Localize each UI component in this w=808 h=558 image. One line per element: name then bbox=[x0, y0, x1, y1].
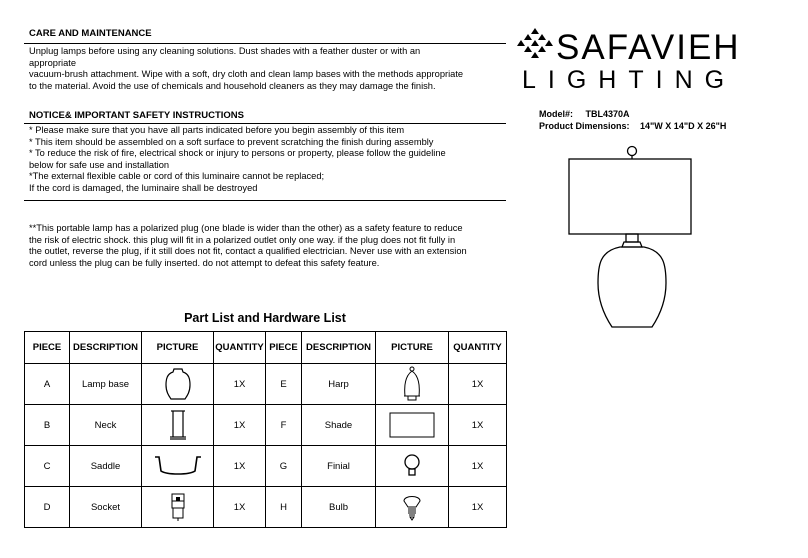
text-line: *The external flexible cable or cord of this luminaire cannot be replaced; bbox=[29, 171, 325, 182]
piece-cell: B bbox=[25, 405, 70, 446]
piece-cell: A bbox=[25, 364, 70, 405]
divider bbox=[24, 123, 506, 124]
dimensions-label: Product Dimensions: bbox=[539, 121, 630, 131]
text-line: cord unless the plug can be fully inserted. do not attempt to defeat this safety feature. bbox=[29, 257, 380, 268]
lamp-illustration-icon bbox=[560, 143, 710, 333]
description-cell: Shade bbox=[302, 405, 376, 446]
description-cell: Finial bbox=[302, 446, 376, 487]
text-line: appropriate bbox=[29, 57, 77, 68]
brand-sub: LIGHTING bbox=[522, 66, 737, 94]
col-header-quantity: QUANTITY bbox=[449, 332, 507, 364]
safety-heading: NOTICE& IMPORTANT SAFETY INSTRUCTIONS bbox=[29, 110, 244, 121]
dimensions-line bbox=[539, 121, 726, 131]
description-cell: Saddle bbox=[70, 446, 142, 487]
quantity-cell: 1X bbox=[449, 405, 507, 446]
text-line: vacuum-brush attachment. Wipe with a soft, dry cloth and clean lamp bases with the methods appropriate bbox=[29, 69, 464, 80]
text-line: below for safe use and installation bbox=[29, 159, 170, 170]
table-row bbox=[25, 364, 507, 405]
text-line: Unplug lamps before using any cleaning solutions. Dust shades with a feather duster or with an bbox=[29, 46, 421, 56]
description-cell: Bulb bbox=[302, 487, 376, 528]
shade-icon bbox=[389, 412, 435, 438]
piece-cell: G bbox=[266, 446, 302, 487]
plug-notice-text bbox=[29, 223, 509, 269]
quantity-cell: 1X bbox=[214, 446, 266, 487]
model-label: Model#: bbox=[539, 109, 574, 119]
picture-cell bbox=[142, 364, 214, 405]
lamp-base-icon bbox=[163, 367, 193, 401]
description-cell: Lamp base bbox=[70, 364, 142, 405]
picture-cell bbox=[142, 487, 214, 528]
piece-cell: C bbox=[25, 446, 70, 487]
text-line: If the cord is damaged, the luminaire shall be destroyed bbox=[29, 182, 258, 193]
care-text bbox=[29, 46, 509, 92]
col-header-picture: PICTURE bbox=[142, 332, 214, 364]
piece-cell: F bbox=[266, 405, 302, 446]
col-header-piece: PIECE bbox=[266, 332, 302, 364]
model-number: TBL4370A bbox=[585, 109, 630, 119]
bulb-icon bbox=[401, 491, 423, 523]
picture-cell bbox=[376, 446, 449, 487]
divider bbox=[24, 43, 506, 44]
description-cell: Neck bbox=[70, 405, 142, 446]
text-line: * Please make sure that you have all parts indicated before you begin assembly of this item bbox=[29, 125, 405, 135]
picture-cell bbox=[142, 446, 214, 487]
table-row bbox=[25, 405, 507, 446]
dimensions-value: 14"W X 14"D X 26"H bbox=[640, 121, 727, 131]
col-header-piece: PIECE bbox=[25, 332, 70, 364]
piece-cell: D bbox=[25, 487, 70, 528]
picture-cell bbox=[376, 364, 449, 405]
description-cell: Socket bbox=[70, 487, 142, 528]
table-header-row bbox=[25, 332, 507, 364]
harp-icon bbox=[401, 366, 423, 402]
saddle-icon bbox=[153, 453, 203, 479]
text-line: to the material. Avoid the use of chemicals and household cleaners as they may damage the finish. bbox=[29, 80, 436, 91]
quantity-cell: 1X bbox=[449, 446, 507, 487]
neck-icon bbox=[168, 409, 188, 441]
picture-cell bbox=[376, 487, 449, 528]
picture-cell bbox=[376, 405, 449, 446]
quantity-cell: 1X bbox=[214, 405, 266, 446]
col-header-description: DESCRIPTION bbox=[70, 332, 142, 364]
text-line: the outlet, reverse the plug, if it still does not fit, contact a qualified electrician. Never use with an extension bbox=[29, 246, 467, 257]
table-row bbox=[25, 487, 507, 528]
model-line bbox=[539, 109, 630, 119]
text-line: * This item should be assembled on a soft surface to prevent scratching the finish during assembly bbox=[29, 136, 434, 147]
quantity-cell: 1X bbox=[214, 487, 266, 528]
text-line: **This portable lamp has a polarized plug (one blade is wider than the other) as a safety feature to reduce bbox=[29, 223, 463, 233]
parts-title: Part List and Hardware List bbox=[184, 311, 346, 325]
quantity-cell: 1X bbox=[214, 364, 266, 405]
picture-cell bbox=[142, 405, 214, 446]
safety-text bbox=[29, 125, 509, 195]
text-line: the risk of electric shock. this plug will fit in a polarized outlet only one way. if the plug does not fit fully in bbox=[29, 234, 456, 245]
piece-cell: H bbox=[266, 487, 302, 528]
text-line: * To reduce the risk of fire, electrical shock or injury to persons or property, please follow the guideline bbox=[29, 148, 446, 159]
description-cell: Harp bbox=[302, 364, 376, 405]
care-heading: CARE AND MAINTENANCE bbox=[29, 28, 152, 39]
quantity-cell: 1X bbox=[449, 487, 507, 528]
piece-cell: E bbox=[266, 364, 302, 405]
col-header-description: DESCRIPTION bbox=[302, 332, 376, 364]
quantity-cell: 1X bbox=[449, 364, 507, 405]
divider bbox=[24, 200, 506, 201]
brand-logo-mark-icon bbox=[515, 28, 555, 64]
table-row bbox=[25, 446, 507, 487]
finial-icon bbox=[402, 453, 422, 479]
col-header-quantity: QUANTITY bbox=[214, 332, 266, 364]
parts-table bbox=[24, 331, 507, 528]
socket-icon bbox=[168, 491, 188, 523]
brand-name: SAFAVIEH bbox=[556, 28, 741, 67]
col-header-picture: PICTURE bbox=[376, 332, 449, 364]
